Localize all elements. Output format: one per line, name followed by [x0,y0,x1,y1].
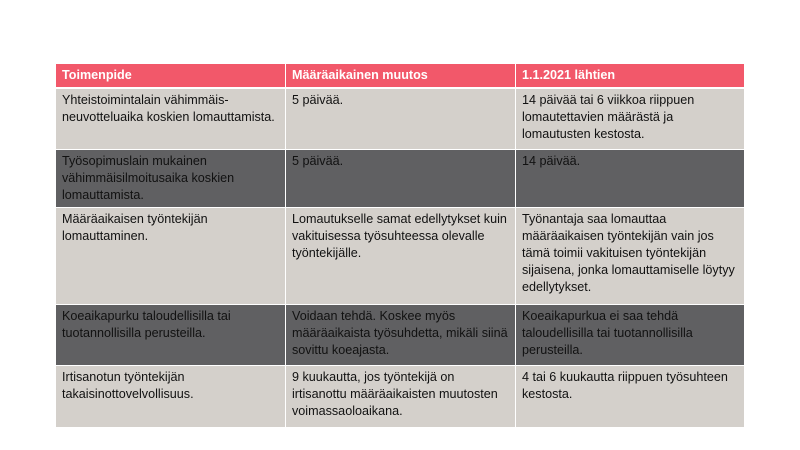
table-cell: Koeaikapurkua ei saa tehdä taloudellisilla tai tuotannollisilla perusteilla. [516,305,744,366]
table-cell: 14 päivää. [516,150,744,208]
table-row [56,89,744,150]
comparison-table [56,64,744,428]
table-row [56,305,744,366]
table-cell: 5 päivää. [286,150,516,208]
table-row [56,366,744,428]
table-cell: 4 tai 6 kuukautta riippuen työsuhteen kestosta. [516,366,744,428]
table-cell: Työnantaja saa lomauttaa määräaikaisen työntekijän vain jos tämä toimii vakituisen työntekijän sijaisena, jonka lomauttamiselle löytyy edellytykset. [516,208,744,305]
header-from-2021: 1.1.2021 lähtien [516,64,744,89]
table-cell: Koeaikapurku taloudellisilla tai tuotannollisilla perusteilla. [56,305,286,366]
table-cell: 9 kuukautta, jos työntekijä on irtisanottu määräaikaisten muutosten voimassaoloaikana. [286,366,516,428]
table-cell: Voidaan tehdä. Koskee myös määräaikaista työsuhdetta, mikäli siinä sovittu koeajasta. [286,305,516,366]
table-cell: Lomautukselle samat edellytykset kuin vakituisessa työsuhteessa olevalle työntekijälle. [286,208,516,305]
table-cell: 5 päivää. [286,89,516,150]
table-cell: Irtisanotun työntekijän takaisinottovelvollisuus. [56,366,286,428]
header-temporary-change: Määräaikainen muutos [286,64,516,89]
table-cell: 14 päivää tai 6 viikkoa riippuen lomautettavien määrästä ja lomautusten kestosta. [516,89,744,150]
table-cell: Yhteistoimintalain vähimmäis-neuvotteluaika koskien lomauttamista. [56,89,286,150]
table-cell: Työsopimuslain mukainen vähimmäisilmoitusaika koskien lomauttamista. [56,150,286,208]
table-row [56,208,744,305]
table-row [56,150,744,208]
table-cell: Määräaikaisen työntekijän lomauttaminen. [56,208,286,305]
table-header-row [56,64,744,89]
header-measure: Toimenpide [56,64,286,89]
